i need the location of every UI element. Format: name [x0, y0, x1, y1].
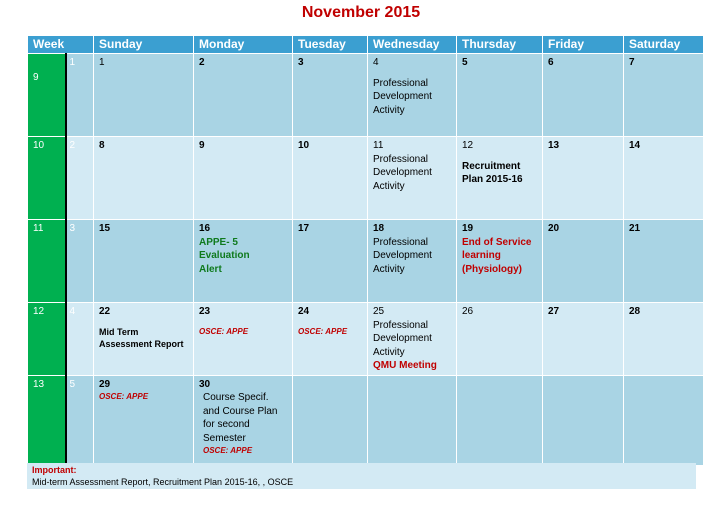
day-cell[interactable] [293, 220, 368, 303]
event-text: Mid Term [99, 326, 139, 337]
event-text: Activity [373, 104, 405, 116]
day-cell[interactable] [293, 137, 368, 220]
header-thursday: Thursday [457, 36, 543, 54]
day-number: 23 [199, 306, 211, 317]
header-saturday: Saturday [624, 36, 704, 54]
event-text: Professional [373, 319, 429, 331]
week-row [28, 54, 704, 137]
day-cell[interactable] [624, 303, 704, 376]
important-title: Important: [32, 465, 77, 475]
day-number: 22 [99, 306, 111, 317]
week-index: 1 [66, 54, 94, 137]
event-text: Development [373, 333, 432, 344]
event-text: OSCE: APPE [99, 392, 149, 401]
header-row [28, 36, 704, 54]
day-number: 14 [629, 140, 641, 151]
day-number: 6 [548, 57, 554, 68]
header-tuesday: Tuesday [293, 36, 368, 54]
day-number: 10 [298, 140, 310, 151]
event-text: OSCE: APPE [203, 446, 253, 455]
week-row [28, 375, 704, 465]
day-cell[interactable] [624, 220, 704, 303]
week-index: 3 [66, 220, 94, 303]
event-text: APPE- 5 Evaluation [199, 236, 250, 261]
header-friday: Friday [543, 36, 624, 54]
day-cell[interactable] [457, 54, 543, 137]
event-text: End of Service [462, 236, 532, 248]
event-text: Semester [203, 432, 246, 444]
day-cell[interactable] [543, 220, 624, 303]
day-number: 8 [99, 140, 105, 151]
day-cell[interactable] [94, 303, 194, 376]
day-number: 25 [373, 306, 385, 317]
day-number: 2 [199, 57, 205, 68]
calendar-grid [27, 35, 704, 466]
day-cell[interactable] [194, 220, 293, 303]
day-cell[interactable] [194, 54, 293, 137]
day-cell[interactable] [368, 375, 457, 465]
day-number: 30 [199, 378, 211, 390]
day-number: 12 [462, 140, 474, 151]
day-number: 19 [462, 223, 474, 234]
event-text: Professional [373, 236, 429, 248]
event-text: Professional [373, 77, 429, 89]
header-sunday: Sunday [94, 36, 194, 54]
day-number: 15 [99, 223, 111, 234]
day-cell[interactable] [543, 375, 624, 465]
day-cell[interactable] [194, 375, 293, 465]
day-cell[interactable] [543, 54, 624, 137]
day-cell[interactable] [293, 375, 368, 465]
header-wednesday: Wednesday [368, 36, 457, 54]
week-index: 5 [66, 375, 94, 465]
event-text: Development [373, 167, 432, 178]
day-cell[interactable] [368, 137, 457, 220]
event-text: Assessment Report [99, 338, 184, 349]
day-number: 17 [298, 223, 310, 234]
week-number: 13 [28, 375, 66, 465]
day-cell[interactable] [94, 220, 194, 303]
day-cell[interactable] [457, 220, 543, 303]
event-text: learning [462, 250, 501, 261]
day-number: 5 [462, 57, 468, 68]
event-text: (Physiology) [462, 263, 523, 275]
day-number: 24 [298, 306, 310, 317]
day-number: 26 [462, 306, 474, 317]
day-cell[interactable] [543, 137, 624, 220]
day-number: 7 [629, 57, 635, 68]
header-monday: Monday [194, 36, 293, 54]
event-text: for second [203, 419, 250, 430]
week-number: 12 [28, 303, 66, 376]
day-number: 13 [548, 140, 560, 151]
day-cell[interactable] [457, 137, 543, 220]
event-text: Plan 2015-16 [462, 174, 523, 185]
event-text: QMU Meeting [373, 360, 437, 371]
important-text: Mid-term Assessment Report, Recruitment Plan 2015-16, , OSCE [32, 477, 294, 487]
day-cell[interactable] [624, 137, 704, 220]
day-cell[interactable] [543, 303, 624, 376]
day-cell[interactable] [194, 303, 293, 376]
event-text: Professional [373, 153, 429, 165]
important-note [27, 463, 696, 489]
day-number: 21 [629, 223, 641, 234]
day-number: 1 [99, 57, 105, 68]
week-index: 4 [66, 303, 94, 376]
event-text: Course Specif. [203, 392, 269, 403]
day-number: 9 [199, 140, 205, 151]
event-text: Development [373, 91, 432, 102]
day-number: 4 [373, 57, 379, 68]
header-week: Week [28, 36, 94, 54]
day-cell[interactable] [94, 54, 194, 137]
day-cell[interactable] [94, 375, 194, 465]
week-row [28, 220, 704, 303]
day-number: 20 [548, 223, 560, 234]
event-text: Activity [373, 263, 405, 275]
day-cell[interactable] [624, 375, 704, 465]
day-cell[interactable] [293, 54, 368, 137]
day-number: 27 [548, 306, 560, 317]
week-row [28, 303, 704, 376]
event-text: OSCE: APPE [199, 326, 249, 336]
day-cell[interactable] [194, 137, 293, 220]
event-text: Activity [373, 346, 405, 358]
event-text: OSCE: APPE [298, 326, 348, 336]
calendar-title: November 2015 [301, 4, 421, 21]
week-number: 9 [28, 54, 66, 137]
day-cell[interactable] [293, 303, 368, 376]
day-cell[interactable] [368, 54, 457, 137]
event-text: Development [373, 250, 432, 261]
day-cell[interactable] [94, 137, 194, 220]
day-cell[interactable] [457, 375, 543, 465]
day-cell[interactable] [457, 303, 543, 376]
day-number: 16 [199, 223, 211, 234]
day-number: 28 [629, 306, 641, 317]
day-cell[interactable] [368, 220, 457, 303]
event-text: Recruitment [462, 160, 521, 172]
day-number: 18 [373, 223, 385, 234]
event-text: Alert [199, 263, 222, 275]
week-index: 2 [66, 137, 94, 220]
day-cell[interactable] [368, 303, 457, 376]
week-number: 11 [28, 220, 66, 303]
day-number: 29 [99, 378, 111, 390]
day-number: 3 [298, 57, 304, 68]
event-text: Activity [373, 180, 405, 192]
event-text: and Course Plan [203, 405, 278, 417]
day-cell[interactable] [624, 54, 704, 137]
week-number: 10 [28, 137, 66, 220]
week-row [28, 137, 704, 220]
day-number: 11 [373, 140, 384, 151]
